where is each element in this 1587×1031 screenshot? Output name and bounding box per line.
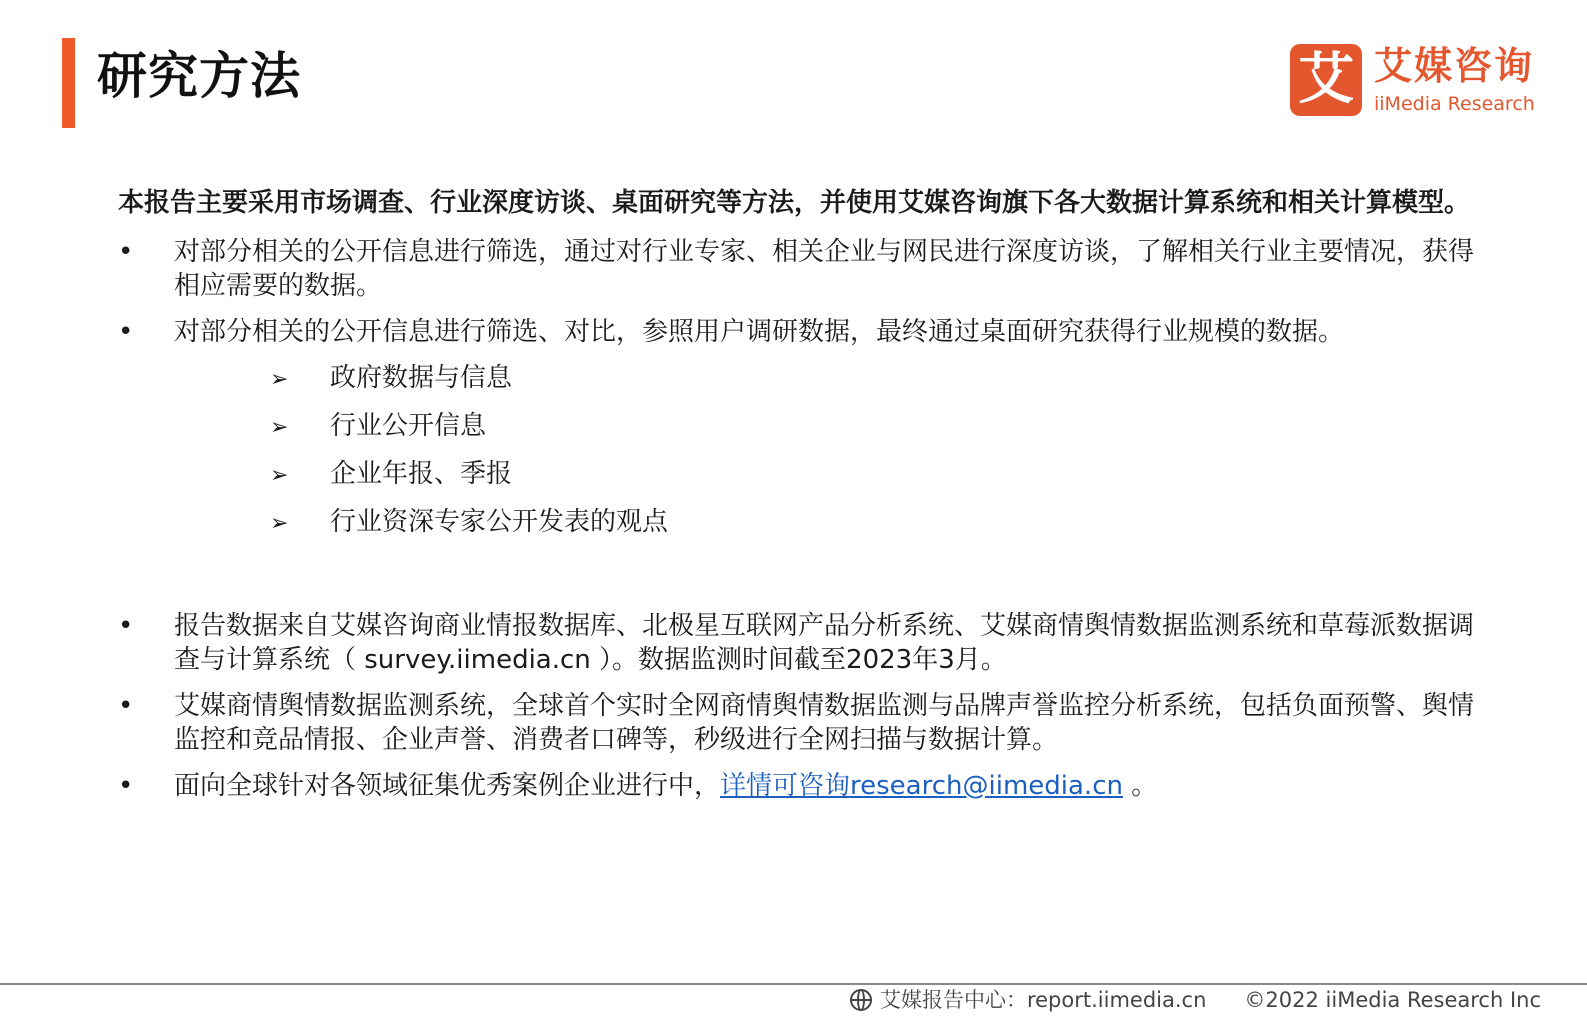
sub-list-item xyxy=(270,361,1518,395)
arrow-icon: ➢ xyxy=(270,415,289,440)
logo-name-cn: 艾媒咨询 xyxy=(1374,44,1535,88)
bullet-icon: • xyxy=(118,317,134,347)
sub-list-item xyxy=(270,505,1518,539)
sub-list-item xyxy=(270,409,1518,443)
logo-name-en: iiMedia Research xyxy=(1374,93,1535,115)
source-sub-list xyxy=(270,361,1518,539)
footer xyxy=(850,986,1541,1014)
bullet-icon: • xyxy=(118,237,134,267)
bullet-icon: • xyxy=(118,611,134,641)
main-content xyxy=(118,185,1518,815)
footer-divider xyxy=(0,983,1587,985)
arrow-icon: ➢ xyxy=(270,463,289,488)
spacer xyxy=(118,553,1518,609)
contact-suffix: 。 xyxy=(1122,771,1158,801)
bullet-icon: • xyxy=(118,691,134,721)
list-item-text: 报告数据来自艾媒咨询商业情报数据库、北极星互联网产品分析系统、艾媒商情舆情数据监测系统和草莓派数据调查与计算系统（ survey.iimedia.cn ）。数据监测时间截至2023年3月。 xyxy=(174,611,1475,675)
list-item xyxy=(118,315,1518,349)
contact-email-link[interactable]: 详情可咨询research@iimedia.cn xyxy=(720,771,1123,801)
sub-list-item xyxy=(270,457,1518,491)
bullet-icon: • xyxy=(118,771,134,801)
arrow-icon: ➢ xyxy=(270,511,289,536)
sub-list-item-text: 行业资深专家公开发表的观点 xyxy=(330,507,669,537)
logo-mark-icon: 艾 xyxy=(1290,44,1362,116)
list-item-text: 对部分相关的公开信息进行筛选、对比，参照用户调研数据，最终通过桌面研究获得行业规模的数据。 xyxy=(174,317,1345,347)
page-title: 研究方法 xyxy=(97,47,301,105)
list-item xyxy=(118,235,1518,303)
sub-list-item-text: 行业公开信息 xyxy=(330,411,487,441)
title-accent-bar xyxy=(62,38,75,128)
footer-site: 艾媒报告中心：report.iimedia.cn xyxy=(879,988,1207,1012)
sub-list-item-text: 企业年报、季报 xyxy=(330,459,513,489)
list-item-text: 对部分相关的公开信息进行筛选，通过对行业专家、相关企业与网民进行深度访谈，了解相关行业主要情况，获得相应需要的数据。 xyxy=(174,237,1475,301)
list-item-text xyxy=(174,769,1494,803)
list-item xyxy=(118,769,1518,803)
sub-list-item-text: 政府数据与信息 xyxy=(330,363,513,393)
contact-text: 面向全球针对各领域征集优秀案例企业进行中， xyxy=(174,771,721,801)
footer-copyright: ©2022 iiMedia Research Inc xyxy=(1244,988,1541,1012)
arrow-icon: ➢ xyxy=(270,367,289,392)
list-item xyxy=(118,689,1518,757)
intro-paragraph: 本报告主要采用市场调查、行业深度访谈、桌面研究等方法，并使用艾媒咨询旗下各大数据计算系统和相关计算模型。 xyxy=(118,188,1471,218)
globe-icon xyxy=(850,989,872,1011)
iimedia-logo xyxy=(1290,42,1550,122)
list-item xyxy=(118,609,1518,677)
list-item-text: 艾媒商情舆情数据监测系统，全球首个实时全网商情舆情数据监测与品牌声誉监控分析系统，包括负面预警、舆情监控和竞品情报、企业声誉、消费者口碑等，秒级进行全网扫描与数据计算。 xyxy=(174,691,1475,755)
